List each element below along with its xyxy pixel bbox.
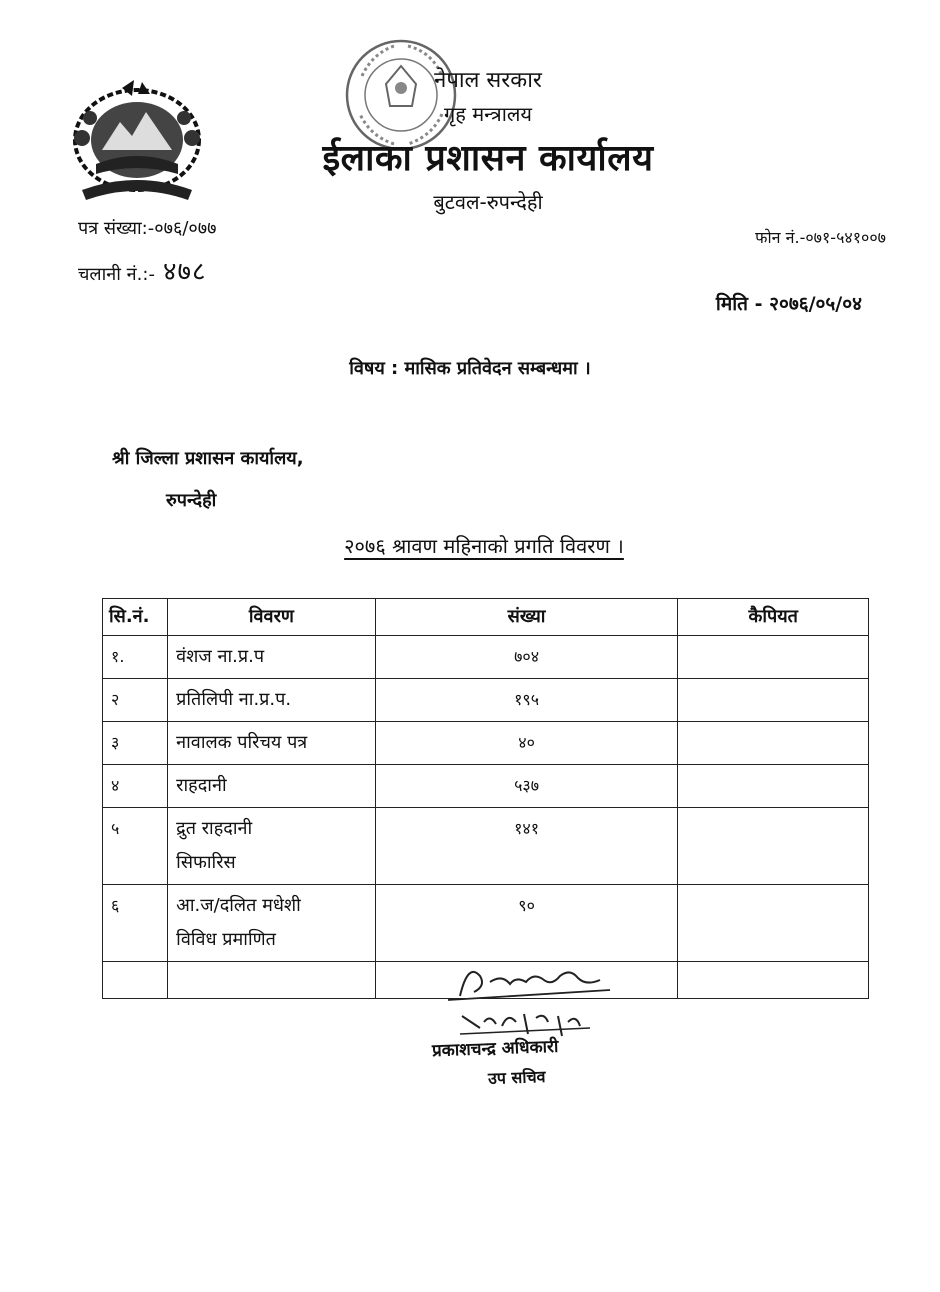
report-heading-text: २०७६ श्रावण महिनाको प्रगति विवरण ।	[344, 534, 624, 558]
empty-cell	[103, 962, 168, 999]
office-location: बुटवल-रुपन्देही	[433, 190, 543, 214]
letter-date: मिति - २०७६/०५/०४	[715, 293, 862, 315]
row-count: ५३७	[375, 765, 678, 808]
subject-line: विषय : मासिक प्रतिवेदन सम्बन्धमा ।	[349, 358, 591, 379]
empty-cell	[168, 962, 376, 999]
header-count: संख्या	[375, 599, 678, 636]
signatory-name: प्रकाशचन्द्र अधिकारी	[431, 1036, 559, 1062]
table-header-row	[103, 599, 869, 636]
dispatch-label: चलानी नं.:-	[78, 264, 155, 285]
table-row	[103, 636, 869, 679]
row-description: प्रतिलिपी ना.प्र.प.	[168, 679, 376, 722]
empty-cell	[678, 962, 869, 999]
table-row	[103, 765, 869, 808]
table-row	[103, 808, 869, 885]
office-title: ईलाका प्रशासन कार्यालय	[322, 138, 654, 179]
row-count: ९०	[375, 885, 678, 962]
row-serial: २	[103, 679, 168, 722]
header-remarks: कैपियत	[678, 599, 869, 636]
row-description: नावालक परिचय पत्र	[168, 722, 376, 765]
header-description: विवरण	[168, 599, 376, 636]
table-row	[103, 885, 869, 962]
row-description-line2: विविध प्रमाणित	[176, 929, 276, 950]
dispatch-number	[78, 252, 207, 288]
row-remark	[678, 765, 869, 808]
report-heading	[0, 532, 940, 559]
row-description-line2: सिफारिस	[176, 852, 236, 873]
row-remark	[678, 679, 869, 722]
phone-number: फोन नं.-०७१-५४१००७	[755, 228, 886, 247]
row-serial: ६	[103, 885, 168, 962]
header-serial: सि.नं.	[103, 599, 168, 636]
row-description	[168, 885, 376, 962]
row-serial: ४	[103, 765, 168, 808]
row-count: ७०४	[375, 636, 678, 679]
signatory-title: उप सचिव	[487, 1067, 546, 1088]
row-description: वंशज ना.प्र.प	[168, 636, 376, 679]
row-remark	[678, 722, 869, 765]
row-count: १४१	[375, 808, 678, 885]
row-remark	[678, 636, 869, 679]
row-description	[168, 808, 376, 885]
table-row	[103, 722, 869, 765]
government-name: नेपाल सरकार	[434, 68, 542, 93]
row-remark	[678, 808, 869, 885]
table-row	[103, 679, 869, 722]
row-remark	[678, 885, 869, 962]
dispatch-value: ४७८	[162, 257, 207, 287]
letter-number: पत्र संख्या:-०७६/०७७	[78, 218, 217, 239]
handwritten-signature	[440, 956, 620, 1044]
row-count: १९५	[375, 679, 678, 722]
row-serial: ३	[103, 722, 168, 765]
addressee-district: रुपन्देही	[166, 490, 217, 511]
ministry-name: गृह मन्त्रालय	[443, 102, 533, 126]
progress-table	[102, 598, 869, 999]
row-count: ४०	[375, 722, 678, 765]
row-description-line1: द्रुत राहदानी	[176, 818, 253, 839]
row-serial: ५	[103, 808, 168, 885]
row-serial: १.	[103, 636, 168, 679]
row-description-line1: आ.ज/दलित मधेशी	[176, 895, 301, 916]
addressee-office: श्री जिल्ला प्रशासन कार्यालय,	[112, 448, 304, 469]
row-description: राहदानी	[168, 765, 376, 808]
